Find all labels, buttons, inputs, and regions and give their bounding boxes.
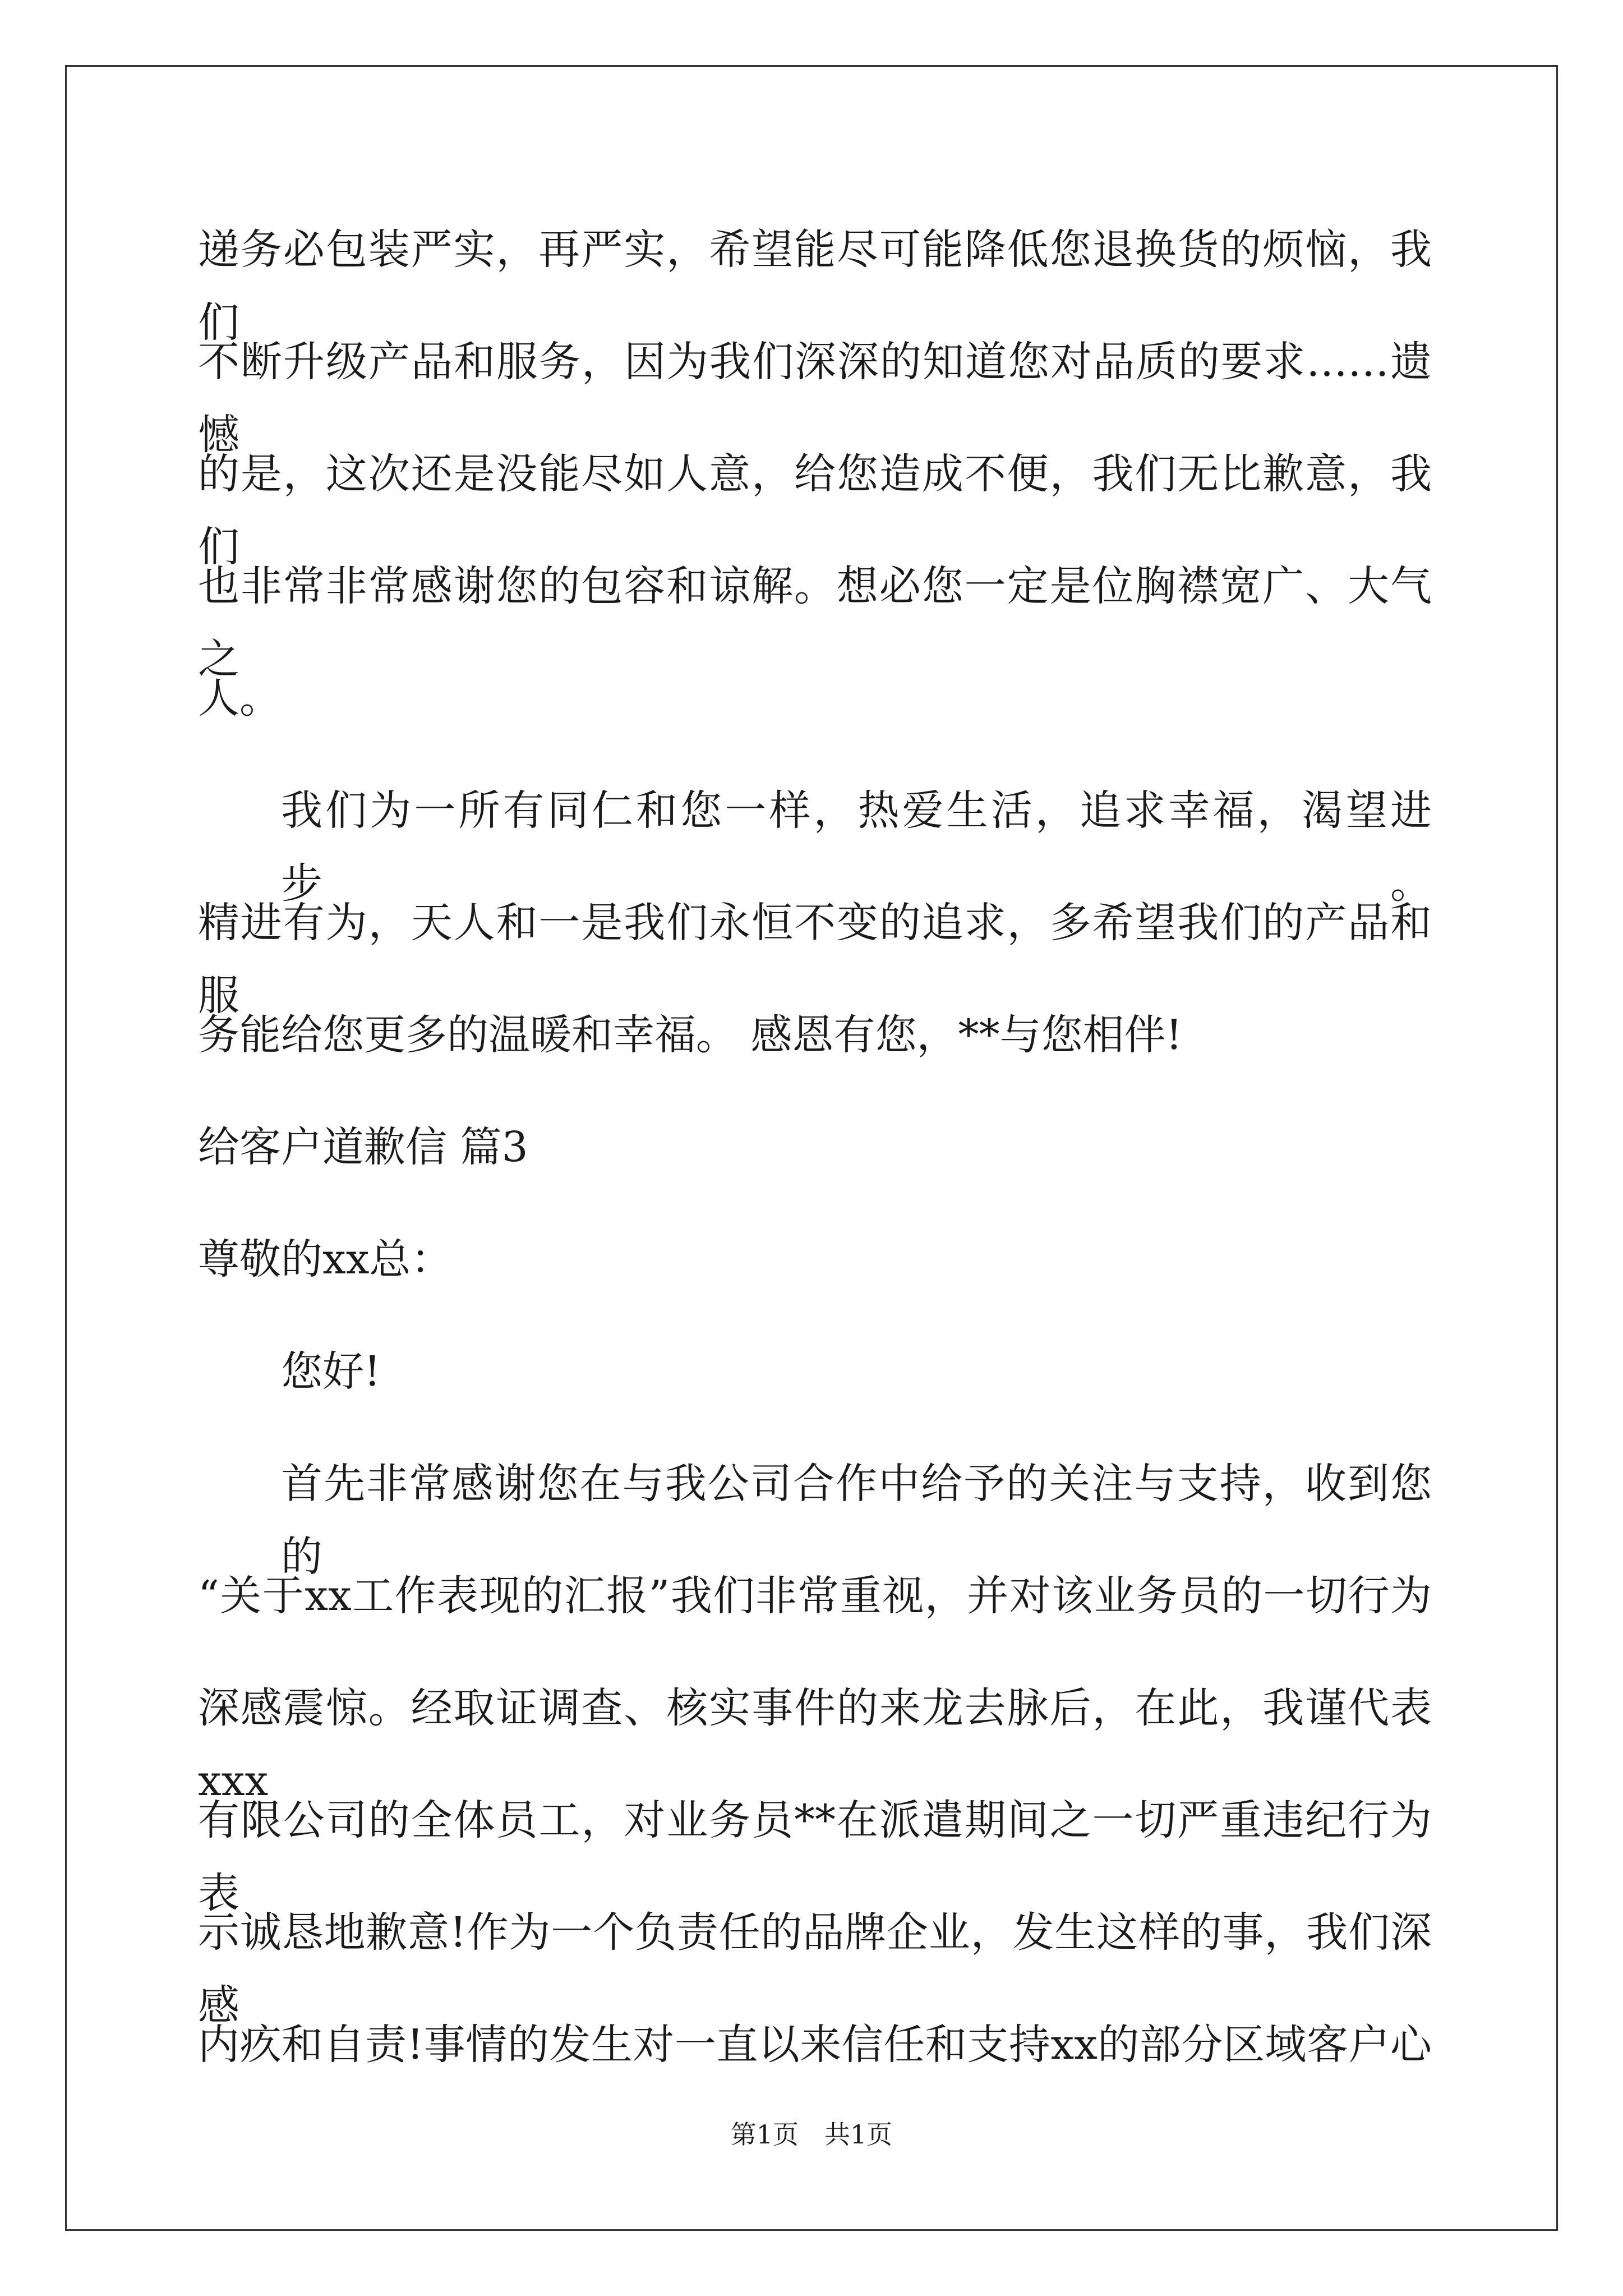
- text-line: 递务必包装严实，再严实，希望能尽可能降低您退换货的烦恼，我们: [198, 226, 1432, 347]
- text-line: 示诚恳地歉意!作为一个负责任的品牌企业，发生这样的事，我们深感: [198, 1908, 1432, 2030]
- salutation: 尊敬的xx总：: [198, 1235, 453, 1283]
- greeting: 您好!: [281, 1347, 381, 1396]
- text-line: 首先非常感谢您在与我公司合作中给予的关注与支持，收到您的: [281, 1460, 1432, 1581]
- page-number: 第1页: [730, 2119, 799, 2150]
- text-line: 的是，这次还是没能尽如人意，给您造成不便，我们无比歉意，我们: [198, 450, 1432, 571]
- text-line: 人。: [198, 674, 281, 723]
- text-line: 精进有为，天人和一是我们永恒不变的追求，多希望我们的产品和服: [198, 899, 1432, 1020]
- text-line: 我们为一所有同仁和您一样，热爱生活，追求幸福，渴望进步。: [281, 786, 1432, 908]
- text-line: 有限公司的全体员工，对业务员**在派遣期间之一切严重违纪行为表: [198, 1796, 1432, 1917]
- page-total: 共1页: [824, 2119, 893, 2150]
- document-body: [198, 213, 1432, 2120]
- text-line: “关于xx工作表现的汇报”我们非常重视，并对该业务员的一切行为: [198, 1572, 1432, 1620]
- text-line: 内疚和自责!事情的发生对一直以来信任和支持xx的部分区域客户心: [198, 2021, 1432, 2069]
- page-footer: [0, 2118, 1623, 2151]
- text-line: 不断升级产品和服务，因为我们深深的知道您对品质的要求……遗憾: [198, 338, 1432, 459]
- text-line: 务能给您更多的温暖和幸福。 感恩有您，**与您相伴!: [198, 1011, 1183, 1059]
- section-heading: 给客户道歉信 篇3: [198, 1123, 528, 1171]
- text-line: 深感震惊。经取证调查、核实事件的来龙去脉后，在此，我谨代表xxx: [198, 1684, 1432, 1805]
- text-line: 也非常非常感谢您的包容和谅解。想必您一定是位胸襟宽广、大气之: [198, 562, 1432, 683]
